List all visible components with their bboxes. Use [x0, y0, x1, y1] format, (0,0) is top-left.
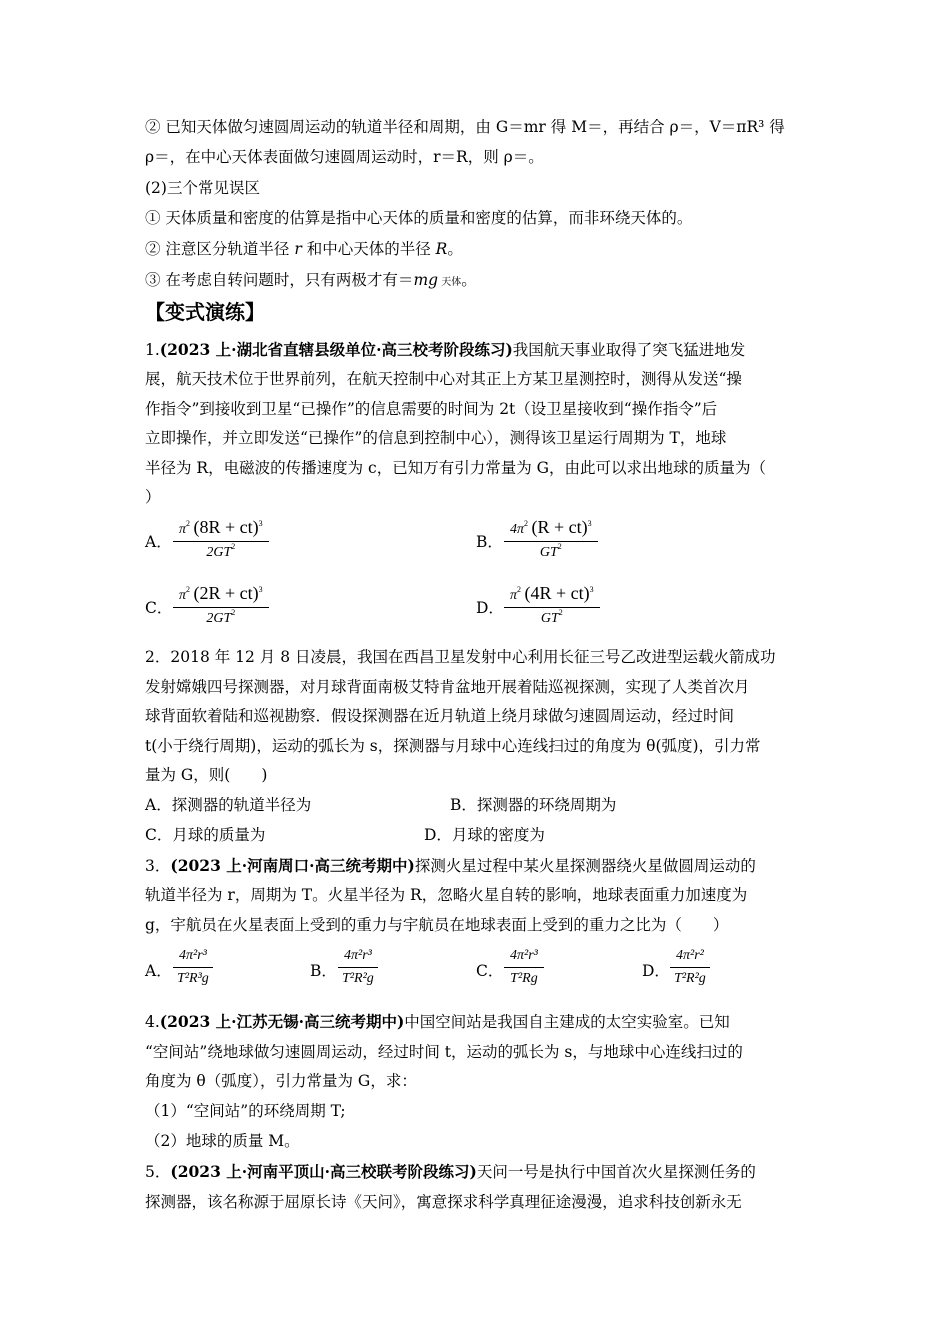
intro-line-6: ③ 在考虑自转问题时，只有两极才有＝mg 天体。 [145, 271, 477, 289]
document-page: ② 已知天体做匀速圆周运动的轨道半径和周期，由 G＝mr 得 M＝，再结合 ρ＝，V＝πR³ 得 ρ＝，在中心天体表面做匀速圆周运动时，r＝R，则 ρ＝。 (2)三个常见误区 ① 天体质量和密度的估算是指中心天体的质量和密度的估算，而非环绕天体的。 ② 注意区分轨道半径 r 和中心天体的半径 R。 ③ 在考虑自转问题时，只有两极才有＝mg 天体。 【变式演练】 1.(2023 上·湖北省直辖县级单位·高三校考阶段练习)我国航天事业取得了突飞猛进地发 展，航天技术位于世界前列，在航天控制中心对其正上方某卫星测控时，测得从发送“操 作指令”到接收到卫星“已操作”的信息需要的时间为 2t（设卫星接收到“操作指令”后 立即操作，并立即发送“已操作”的信息到控制中心），测得该卫星运行周期为 T，地球 半径为 R，电磁波的传播速度为 c，已知万有引力常量为 G，由此可以求出地球的质量为（ ） A． $\pi^2$ (8R + ct)$^3$ $2GT^2$ B． $4\pi^2$ (R + ct)$^3$ $GT^2$ C． $\pi^2$ (2R + ct)$^3$ $2GT^2$ D． $\pi^2$ (4R + ct)$^3$ $GT^2$ 2．2018 年 12 月 8 日凌晨，我国在西昌卫星发射中心利用长征三号乙改进型运载火箭成功 发射嫦娥四号探测器，对月球背面南极艾特肯盆地开展着陆巡视探测，实现了人类首次月 球背面软着陆和巡视勘察．假设探测器在近月轨道上绕月球做匀速圆周运动，经过时间 t(小于绕行周期)，运动的弧长为 s，探测器与月球中心连线扫过的角度为 θ(弧度)，引力常 量为 G，则( ) A．探测器的轨道半径为 B．探测器的环绕周期为 C．月球的质量为 D．月球的密度为 3．(2023 上·河南周口·高三统考期中)探测火星过程中某火星探测器绕火星做圆周运动的 轨道半径为 r，周期为 T。火星半径为 R，忽略火星自转的影响，地球表面重力加速度为 g，宇航员在火星表面上受到的重力与宇航员在地球表面上受到的重力之比为（ ） A． 4π²r³ T²R³g B． 4π²r³ T²R²g C． 4π²r³ T²Rg D． 4π²r² T²R²g 4.(2023 上·江苏无锡·高三统考期中)中国空间站是我国自主建成的太空实验室。已知 “空间站”绕地球做匀速圆周运动，经过时间 t，运动的弧长为 s，与地球中心连线扫过的 角度为 θ（弧度），引力常量为 G，求： （1）“空间站”的环绕周期 T; （2）地球的质量 M。 5．(2023 上·河南平顶山·高三校联考阶段练习)天问一号是执行中国首次火星探测任务的 探测器，该名称源于屈原长诗《天问》，寓意探求科学真理征途漫漫，追求科技创新永无 [145, 118, 785, 1211]
intro-line-3: (2)三个常见误区 [145, 179, 260, 197]
q4-line-1: 4.(2023 上·江苏无锡·高三统考期中)中国空间站是我国自主建成的太空实验室。已知 [145, 1012, 730, 1031]
q3-option-b-formula: 4π²r³ T²R²g [338, 947, 378, 988]
q2-option-a[interactable]: A．探测器的轨道半径为 [145, 796, 312, 814]
q1-line-5: 半径为 R，电磁波的传播速度为 c，已知万有引力常量为 G，由此可以求出地球的质量为（ [145, 459, 767, 477]
intro-line-1: ② 已知天体做匀速圆周运动的轨道半径和周期，由 G＝mr 得 M＝，再结合 ρ＝，V＝πR³ 得 [145, 118, 785, 136]
q1-source: (2023 上·湖北省直辖县级单位·高三校考阶段练习) [159, 340, 513, 359]
q5-line-1: 5．(2023 上·河南平顶山·高三校联考阶段练习)天问一号是执行中国首次火星探测任务的 [145, 1162, 756, 1181]
q1-line-1: 1.(2023 上·湖北省直辖县级单位·高三校考阶段练习)我国航天事业取得了突飞猛进地发 [145, 340, 746, 359]
q3-line-1: 3．(2023 上·河南周口·高三统考期中)探测火星过程中某火星探测器绕火星做圆周运动的 [145, 856, 756, 875]
q5-line-2: 探测器，该名称源于屈原长诗《天问》，寓意探求科学真理征途漫漫，追求科技创新永无 [145, 1193, 742, 1211]
q3-option-a-formula: 4π²r³ T²R³g [173, 947, 213, 988]
q3-source: (2023 上·河南周口·高三统考期中) [170, 856, 415, 875]
intro-line-5: ② 注意区分轨道半径 r 和中心天体的半径 R。 [145, 240, 463, 258]
q5-source: (2023 上·河南平顶山·高三校联考阶段练习) [170, 1162, 477, 1181]
q1-option-d-formula: $\pi^2$ (4R + ct)$^3$ $GT^2$ [504, 584, 600, 628]
q4-line-4: （1）“空间站”的环绕周期 T; [145, 1102, 346, 1120]
q1-line-4: 立即操作，并立即发送“已操作”的信息到控制中心），测得该卫星运行周期为 T，地球 [145, 429, 727, 447]
q2-option-b[interactable]: B．探测器的环绕周期为 [450, 796, 617, 814]
q2-line-2: 发射嫦娥四号探测器，对月球背面南极艾特肯盆地开展着陆巡视探测，实现了人类首次月 [145, 678, 750, 696]
q1-line-6: ） [145, 488, 161, 506]
intro-line-4: ① 天体质量和密度的估算是指中心天体的质量和密度的估算，而非环绕天体的。 [145, 209, 693, 227]
q1-option-c-formula: $\pi^2$ (2R + ct)$^3$ $2GT^2$ [173, 584, 269, 628]
q3-option-c-formula: 4π²r³ T²Rg [504, 947, 544, 988]
q2-line-1: 2．2018 年 12 月 8 日凌晨，我国在西昌卫星发射中心利用长征三号乙改进型运载火箭成功 [145, 648, 776, 666]
q1-line-2: 展，航天技术位于世界前列，在航天控制中心对其正上方某卫星测控时，测得从发送“操 [145, 370, 742, 388]
q3-line-3: g，宇航员在火星表面上受到的重力与宇航员在地球表面上受到的重力之比为（ ） [145, 916, 729, 934]
q4-line-5: （2）地球的质量 M。 [145, 1132, 300, 1150]
q3-option-d-formula: 4π²r² T²R²g [670, 947, 710, 988]
q2-option-c[interactable]: C．月球的质量为 [145, 826, 266, 844]
q1-line-3: 作指令”到接收到卫星“已操作”的信息需要的时间为 2t（设卫星接收到“操作指令”后 [145, 400, 718, 418]
q2-line-3: 球背面软着陆和巡视勘察．假设探测器在近月轨道上绕月球做匀速圆周运动，经过时间 [145, 707, 735, 725]
q1-option-b-formula: $4\pi^2$ (R + ct)$^3$ $GT^2$ [504, 518, 598, 562]
q4-source: (2023 上·江苏无锡·高三统考期中) [159, 1012, 405, 1031]
q4-line-3: 角度为 θ（弧度），引力常量为 G，求： [145, 1072, 417, 1090]
q2-option-d[interactable]: D．月球的密度为 [424, 826, 545, 844]
q4-line-2: “空间站”绕地球做匀速圆周运动，经过时间 t，运动的弧长为 s，与地球中心连线扫过的 [145, 1043, 743, 1061]
section-heading: 【变式演练】 [145, 300, 265, 324]
intro-line-2: ρ＝，在中心天体表面做匀速圆周运动时，r＝R，则 ρ＝。 [145, 148, 544, 166]
q2-line-4: t(小于绕行周期)，运动的弧长为 s，探测器与月球中心连线扫过的角度为 θ(弧度)，引力常 [145, 737, 761, 755]
q2-line-5: 量为 G，则( ) [145, 766, 268, 784]
q3-line-2: 轨道半径为 r，周期为 T。火星半径为 R，忽略火星自转的影响，地球表面重力加速度为 [145, 886, 748, 904]
q1-option-a-formula: $\pi^2$ (8R + ct)$^3$ $2GT^2$ [173, 518, 269, 562]
